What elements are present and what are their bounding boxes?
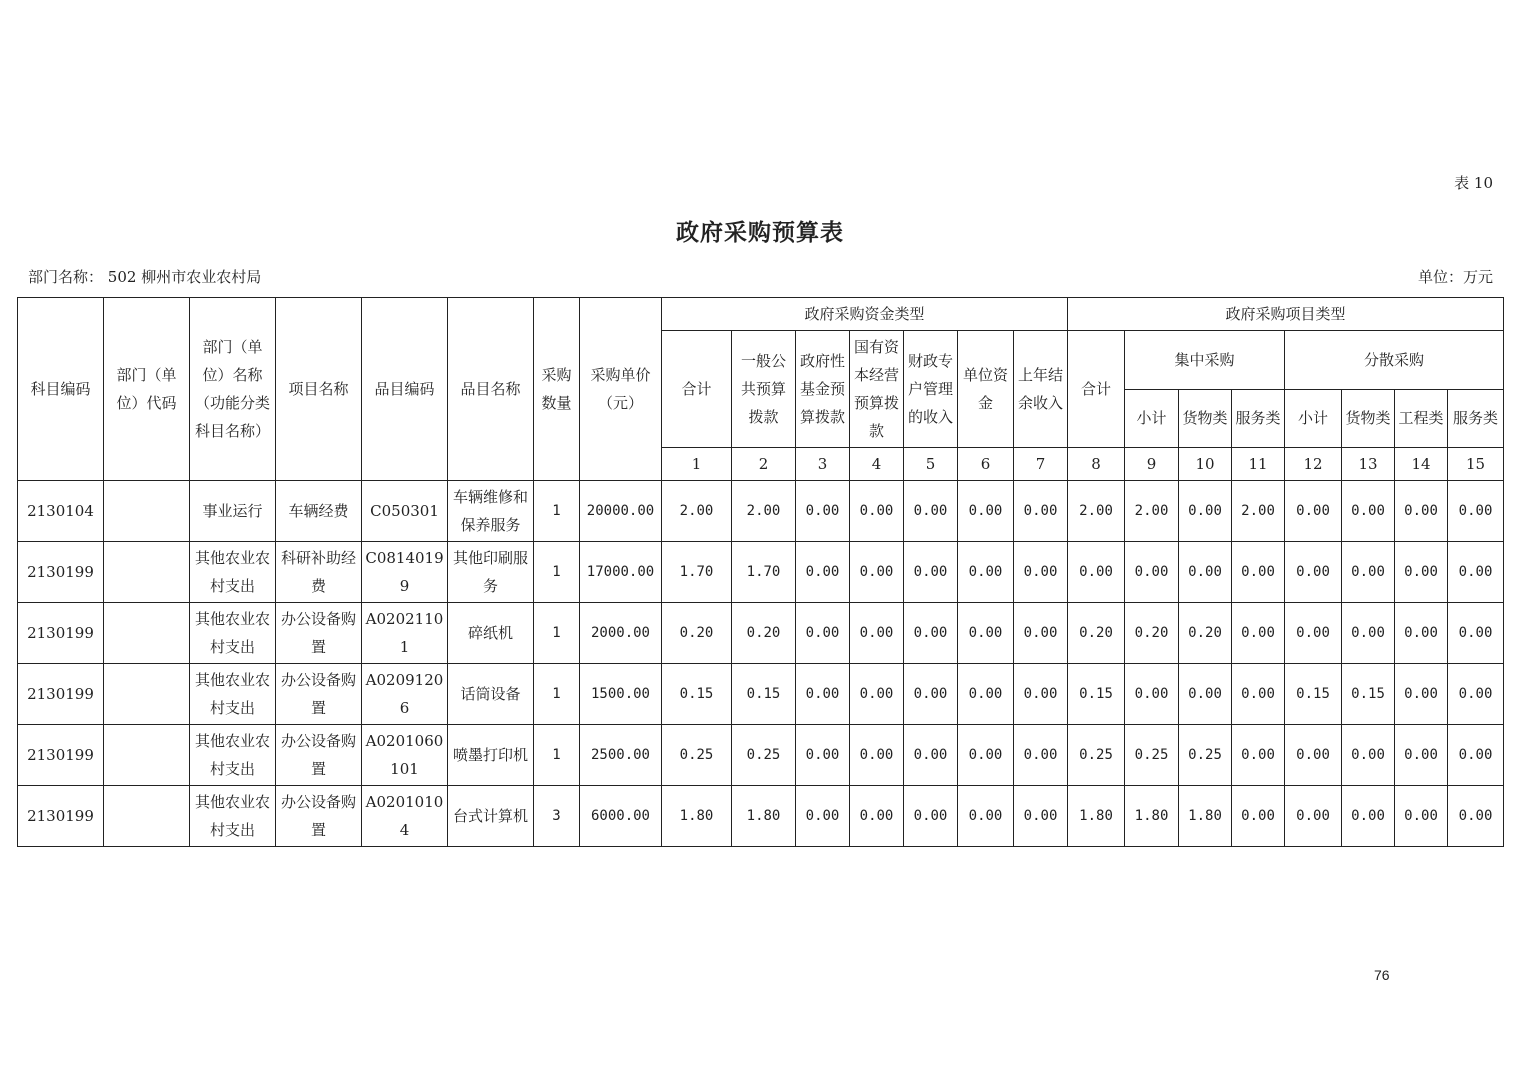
amount-cell: 0.00	[1014, 786, 1068, 847]
amount-cell: 0.20	[1179, 603, 1232, 664]
item-name-cell: 台式计算机	[448, 786, 534, 847]
header-gov-fund: 政府性基金预算拨款	[796, 331, 850, 448]
project-name-cell: 办公设备购置	[276, 664, 362, 725]
column-number: 7	[1014, 448, 1068, 481]
header-general-budget: 一般公共预算拨款	[732, 331, 796, 448]
header-decentralized-service: 服务类	[1448, 389, 1504, 448]
quantity-cell: 1	[534, 725, 580, 786]
quantity-cell: 1	[534, 664, 580, 725]
amount-cell: 0.00	[1014, 542, 1068, 603]
amount-cell: 0.00	[904, 481, 958, 542]
amount-cell: 0.00	[1395, 481, 1448, 542]
amount-cell: 1.80	[662, 786, 732, 847]
amount-cell: 2.00	[1125, 481, 1179, 542]
header-decentralized-goods: 货物类	[1342, 389, 1395, 448]
subject-code-cell: 2130104	[18, 481, 104, 542]
amount-cell: 0.00	[1232, 603, 1285, 664]
project-name-cell: 办公设备购置	[276, 725, 362, 786]
header-dept-name: 部门（单位）名称（功能分类科目名称）	[190, 298, 276, 481]
dept-code-cell	[104, 481, 190, 542]
amount-cell: 0.00	[904, 542, 958, 603]
dept-code-cell	[104, 664, 190, 725]
item-name-cell: 话筒设备	[448, 664, 534, 725]
dept-name-cell: 其他农业农村支出	[190, 664, 276, 725]
item-code-cell: A0201060101	[362, 725, 448, 786]
amount-cell: 0.00	[850, 481, 904, 542]
table-body	[18, 481, 1504, 847]
header-centralized-goods: 货物类	[1179, 389, 1232, 448]
header-project-type: 政府采购项目类型	[1068, 298, 1504, 331]
amount-cell: 1.70	[732, 542, 796, 603]
amount-cell: 0.20	[1125, 603, 1179, 664]
header-carryover: 上年结余收入	[1014, 331, 1068, 448]
table-row	[18, 786, 1504, 847]
item-code-cell: C050301	[362, 481, 448, 542]
amount-cell: 0.25	[662, 725, 732, 786]
column-number: 10	[1179, 448, 1232, 481]
amount-cell: 0.00	[958, 481, 1014, 542]
amount-cell: 0.25	[1068, 725, 1125, 786]
amount-cell: 0.00	[1448, 725, 1504, 786]
project-name-cell: 办公设备购置	[276, 603, 362, 664]
department-value: 502 柳州市农业农村局	[107, 268, 262, 286]
amount-cell: 0.00	[1014, 603, 1068, 664]
amount-cell: 0.20	[662, 603, 732, 664]
item-code-cell: A02010104	[362, 786, 448, 847]
amount-cell: 0.00	[958, 786, 1014, 847]
item-name-cell: 车辆维修和保养服务	[448, 481, 534, 542]
dept-code-cell	[104, 786, 190, 847]
dept-name-cell: 其他农业农村支出	[190, 542, 276, 603]
subject-code-cell: 2130199	[18, 725, 104, 786]
amount-cell: 0.00	[1232, 664, 1285, 725]
unit-price-cell: 2000.00	[580, 603, 662, 664]
unit-label: 单位：万元	[1417, 268, 1493, 286]
amount-cell: 0.00	[1395, 664, 1448, 725]
amount-cell: 0.15	[732, 664, 796, 725]
header-item-name: 品目名称	[448, 298, 534, 481]
amount-cell: 1.80	[1068, 786, 1125, 847]
amount-cell: 0.00	[1448, 481, 1504, 542]
amount-cell: 0.25	[1179, 725, 1232, 786]
amount-cell: 1.70	[662, 542, 732, 603]
column-number: 1	[662, 448, 732, 481]
project-name-cell: 办公设备购置	[276, 786, 362, 847]
column-number: 4	[850, 448, 904, 481]
item-code-cell: C08140199	[362, 542, 448, 603]
amount-cell: 0.00	[958, 603, 1014, 664]
amount-cell: 0.00	[1232, 725, 1285, 786]
header-decentralized-subtotal: 小计	[1285, 389, 1342, 448]
amount-cell: 0.00	[1342, 542, 1395, 603]
header-state-capital: 国有资本经营预算拨款	[850, 331, 904, 448]
table-row	[18, 664, 1504, 725]
amount-cell: 0.00	[796, 664, 850, 725]
column-number: 13	[1342, 448, 1395, 481]
amount-cell: 0.20	[732, 603, 796, 664]
amount-cell: 0.15	[662, 664, 732, 725]
amount-cell: 0.00	[1342, 725, 1395, 786]
header-fund-total: 合计	[662, 331, 732, 448]
amount-cell: 0.00	[850, 725, 904, 786]
column-number: 2	[732, 448, 796, 481]
amount-cell: 0.00	[1342, 481, 1395, 542]
table-row	[18, 725, 1504, 786]
dept-code-cell	[104, 542, 190, 603]
table-row	[18, 542, 1504, 603]
dept-name-cell: 其他农业农村支出	[190, 725, 276, 786]
quantity-cell: 1	[534, 481, 580, 542]
amount-cell: 0.00	[796, 603, 850, 664]
header-special-account: 财政专户管理的收入	[904, 331, 958, 448]
column-number: 5	[904, 448, 958, 481]
amount-cell: 2.00	[662, 481, 732, 542]
amount-cell: 0.00	[1285, 786, 1342, 847]
dept-name-cell: 其他农业农村支出	[190, 786, 276, 847]
header-dept-code: 部门（单位）代码	[104, 298, 190, 481]
amount-cell: 0.00	[1342, 603, 1395, 664]
amount-cell: 0.00	[1285, 481, 1342, 542]
quantity-cell: 1	[534, 603, 580, 664]
column-number: 9	[1125, 448, 1179, 481]
amount-cell: 0.00	[904, 725, 958, 786]
project-name-cell: 车辆经费	[276, 481, 362, 542]
amount-cell: 0.00	[1342, 786, 1395, 847]
amount-cell: 0.00	[1285, 725, 1342, 786]
amount-cell: 0.00	[1125, 664, 1179, 725]
header-project-name: 项目名称	[276, 298, 362, 481]
header-project-total: 合计	[1068, 331, 1125, 448]
unit-price-cell: 6000.00	[580, 786, 662, 847]
dept-code-cell	[104, 725, 190, 786]
amount-cell: 0.00	[1179, 481, 1232, 542]
amount-cell: 0.00	[1285, 542, 1342, 603]
amount-cell: 0.00	[1014, 481, 1068, 542]
amount-cell: 0.00	[1014, 664, 1068, 725]
header-centralized-service: 服务类	[1232, 389, 1285, 448]
amount-cell: 0.25	[732, 725, 796, 786]
amount-cell: 1.80	[1125, 786, 1179, 847]
header-subject-code: 科目编码	[18, 298, 104, 481]
amount-cell: 0.00	[1179, 542, 1232, 603]
header-decentralized-works: 工程类	[1395, 389, 1448, 448]
unit-price-cell: 2500.00	[580, 725, 662, 786]
subject-code-cell: 2130199	[18, 542, 104, 603]
amount-cell: 0.00	[958, 542, 1014, 603]
amount-cell: 0.00	[1232, 542, 1285, 603]
page-title: 政府采购预算表	[676, 219, 844, 246]
amount-cell: 0.25	[1125, 725, 1179, 786]
amount-cell: 0.00	[904, 786, 958, 847]
item-code-cell: A02091206	[362, 664, 448, 725]
department-line	[28, 266, 261, 287]
item-name-cell: 喷墨打印机	[448, 725, 534, 786]
header-centralized: 集中采购	[1125, 331, 1285, 390]
subject-code-cell: 2130199	[18, 786, 104, 847]
item-code-cell: A02021101	[362, 603, 448, 664]
header-item-code: 品目编码	[362, 298, 448, 481]
header-unit-price: 采购单价（元）	[580, 298, 662, 481]
amount-cell: 2.00	[1232, 481, 1285, 542]
amount-cell: 0.15	[1342, 664, 1395, 725]
item-name-cell: 其他印刷服务	[448, 542, 534, 603]
unit-price-cell: 20000.00	[580, 481, 662, 542]
amount-cell: 0.00	[1232, 786, 1285, 847]
amount-cell: 0.00	[1448, 786, 1504, 847]
procurement-budget-table	[17, 297, 1504, 847]
amount-cell: 0.00	[850, 542, 904, 603]
column-number: 12	[1285, 448, 1342, 481]
table-row	[18, 603, 1504, 664]
amount-cell: 0.00	[1014, 725, 1068, 786]
amount-cell: 0.00	[850, 786, 904, 847]
amount-cell: 0.00	[796, 481, 850, 542]
amount-cell: 1.80	[1179, 786, 1232, 847]
subject-code-cell: 2130199	[18, 664, 104, 725]
dept-code-cell	[104, 603, 190, 664]
amount-cell: 0.00	[850, 664, 904, 725]
quantity-cell: 3	[534, 786, 580, 847]
project-name-cell: 科研补助经费	[276, 542, 362, 603]
amount-cell: 0.00	[796, 542, 850, 603]
column-number: 8	[1068, 448, 1125, 481]
dept-name-cell: 其他农业农村支出	[190, 603, 276, 664]
amount-cell: 0.00	[1125, 542, 1179, 603]
column-number: 6	[958, 448, 1014, 481]
amount-cell: 0.00	[850, 603, 904, 664]
quantity-cell: 1	[534, 542, 580, 603]
unit-price-cell: 17000.00	[580, 542, 662, 603]
amount-cell: 0.00	[1448, 664, 1504, 725]
amount-cell: 0.00	[796, 725, 850, 786]
amount-cell: 0.00	[1179, 664, 1232, 725]
amount-cell: 0.00	[1285, 603, 1342, 664]
column-number: 15	[1448, 448, 1504, 481]
table-row	[18, 481, 1504, 542]
column-number: 11	[1232, 448, 1285, 481]
amount-cell: 0.00	[1068, 542, 1125, 603]
table-number: 表 10	[1454, 174, 1493, 192]
amount-cell: 0.00	[958, 664, 1014, 725]
column-number: 3	[796, 448, 850, 481]
amount-cell: 0.00	[958, 725, 1014, 786]
amount-cell: 0.15	[1068, 664, 1125, 725]
department-label: 部门名称：	[28, 268, 104, 286]
dept-name-cell: 事业运行	[190, 481, 276, 542]
header-decentralized: 分散采购	[1285, 331, 1504, 390]
amount-cell: 0.15	[1285, 664, 1342, 725]
amount-cell: 0.00	[1448, 603, 1504, 664]
amount-cell: 0.00	[1395, 542, 1448, 603]
amount-cell: 1.80	[732, 786, 796, 847]
amount-cell: 0.00	[904, 664, 958, 725]
subject-code-cell: 2130199	[18, 603, 104, 664]
amount-cell: 0.00	[904, 603, 958, 664]
amount-cell: 2.00	[1068, 481, 1125, 542]
amount-cell: 0.00	[1395, 786, 1448, 847]
amount-cell: 0.00	[1395, 725, 1448, 786]
header-unit-fund: 单位资金	[958, 331, 1014, 448]
amount-cell: 0.20	[1068, 603, 1125, 664]
header-fund-type: 政府采购资金类型	[662, 298, 1068, 331]
header-centralized-subtotal: 小计	[1125, 389, 1179, 448]
item-name-cell: 碎纸机	[448, 603, 534, 664]
amount-cell: 0.00	[1448, 542, 1504, 603]
column-number: 14	[1395, 448, 1448, 481]
page-number: 76	[1374, 967, 1390, 983]
amount-cell: 0.00	[796, 786, 850, 847]
amount-cell: 2.00	[732, 481, 796, 542]
header-quantity: 采购数量	[534, 298, 580, 481]
unit-price-cell: 1500.00	[580, 664, 662, 725]
amount-cell: 0.00	[1395, 603, 1448, 664]
